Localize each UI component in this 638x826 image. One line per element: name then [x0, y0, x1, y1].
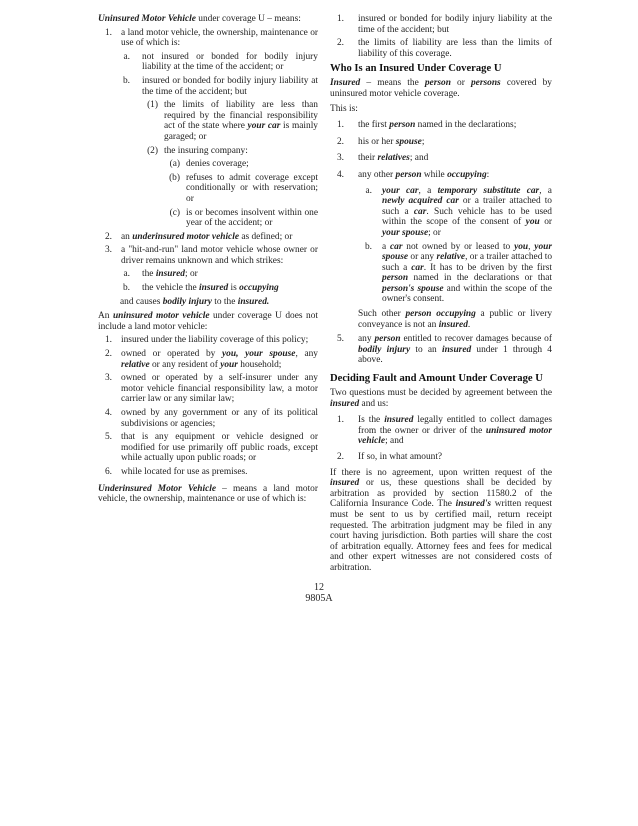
- list-item: (1) the limits of liability are less than required by the financial responsibility act of the state where your car is mainly garaged; or: [147, 100, 318, 142]
- list-item: 3. a "hit-and-run" land motor vehicle whose owner or driver remains unknown and which strikes:: [104, 245, 318, 266]
- list-item: a. the insured; or: [123, 269, 198, 280]
- list-item: (2) the insuring company:: [147, 145, 248, 156]
- page-number: 12: [314, 582, 324, 593]
- uninsured-definition: Uninsured Motor Vehicle under coverage U – means:: [98, 14, 301, 24]
- right-column: [330, 14, 552, 574]
- list-item: 1. insured under the liability coverage of this policy;: [104, 335, 309, 346]
- list-item: 6. while located for use as premises.: [104, 466, 248, 477]
- list-item: b. insured or bonded for bodily injury liability at the time of the accident; but: [122, 75, 318, 97]
- underinsured-definition: Underinsured Motor Vehicle – means a land motor vehicle, the ownership, maintenance or use of which is:: [98, 483, 318, 505]
- list-item: b. a car not owned by or leased to you, your spouse or any relative, or a trailer attached to such a car. It has to be driven by the first person named in the declarations or that person's spouse and within the scope of the owner's consent.: [364, 241, 553, 305]
- defined-term: Underinsured Motor Vehicle: [98, 483, 217, 494]
- list-item: 3. owned or operated by a self-insurer under any motor vehicle financial responsibility law, a motor carrier law or any similar law;: [104, 373, 318, 405]
- list-item: (a) denies coverage;: [169, 159, 249, 170]
- list-item: 1. Is the insured legally entitled to collect damages from the owner or driver of the uninsured motor vehicle; and: [336, 415, 553, 447]
- list-item: 4. owned by any government or any of its political subdivisions or agencies;: [104, 408, 318, 429]
- list-item: 2. his or her spouse;: [336, 136, 425, 147]
- list-item: 1. insured or bonded for bodily injury liability at the time of the accident; but: [336, 14, 552, 35]
- form-code: 9805A: [305, 593, 333, 604]
- list-item: 4. any other person while occupying:: [336, 169, 490, 180]
- arbitration-text: If there is no agreement, upon written request of the insured or us, these questions shall be decided by arbitration as provided by section 11580.2 of the California Insurance Code. The insured's written request must be sent to us by certified mail, return receipt requested. The arbitration judgment may be filed in any court having jurisdiction. Both parties will share the cost of arbitration equally. Attorney fees and fees for medical and other expert witnesses are not considered costs of arbitration.: [330, 467, 552, 573]
- two-questions-text: Two questions must be decided by agreement between the insured and us:: [330, 388, 552, 409]
- list-item: a. not insured or bonded for bodily injury liability at the time of the accident; or: [123, 51, 318, 73]
- list-item: 3. their relatives; and: [336, 153, 429, 164]
- list-item: 1. the first person named in the declarations;: [336, 120, 517, 131]
- list-item: (c) is or becomes insolvent within one year of the accident; or: [169, 207, 318, 229]
- such-other-person-text: Such other person occupying a public or livery conveyance is not an insured.: [358, 309, 553, 330]
- list-item: 2. If so, in what amount?: [336, 452, 443, 462]
- list-item: 5. any person entitled to recover damages because of bodily injury to an insured under 1 through 4 above.: [336, 334, 552, 366]
- exclusion-intro: An uninsured motor vehicle under coverage U does not include a land motor vehicle:: [98, 311, 319, 332]
- list-item: 5. that is any equipment or vehicle designed or modified for use primarily off public roads, except while actually upon public roads; or: [104, 432, 318, 464]
- list-item: (b) refuses to admit coverage except conditionally or with reservation; or: [169, 172, 318, 204]
- continuation-text: and causes bodily injury to the insured.: [120, 296, 270, 307]
- list-item: 2. an underinsured motor vehicle as defined; or: [104, 231, 293, 242]
- list-item: 1. a land motor vehicle, the ownership, maintenance or use of which is:: [104, 27, 318, 49]
- left-column: [98, 14, 318, 505]
- list-item: a. your car, a temporary substitute car, a newly acquired car or a trailer attached to such a car. Such vehicle has to be used within the scope of the consent of you or your spouse; or: [365, 185, 553, 238]
- section-heading: Deciding Fault and Amount Under Coverage U: [330, 373, 543, 385]
- this-is-label: This is:: [330, 103, 358, 114]
- defined-term: Uninsured Motor Vehicle: [98, 14, 196, 24]
- list-item: 2. the limits of liability are less than the limits of liability of this coverage.: [336, 38, 552, 59]
- list-item: 2. owned or operated by you, your spouse, any relative or any resident of your household;: [104, 349, 318, 370]
- list-item: b. the vehicle the insured is occupying: [122, 283, 279, 294]
- section-heading: Who Is an Insured Under Coverage U: [330, 63, 502, 75]
- insured-definition: Insured – means the person or persons covered by uninsured motor vehicle coverage.: [330, 78, 552, 99]
